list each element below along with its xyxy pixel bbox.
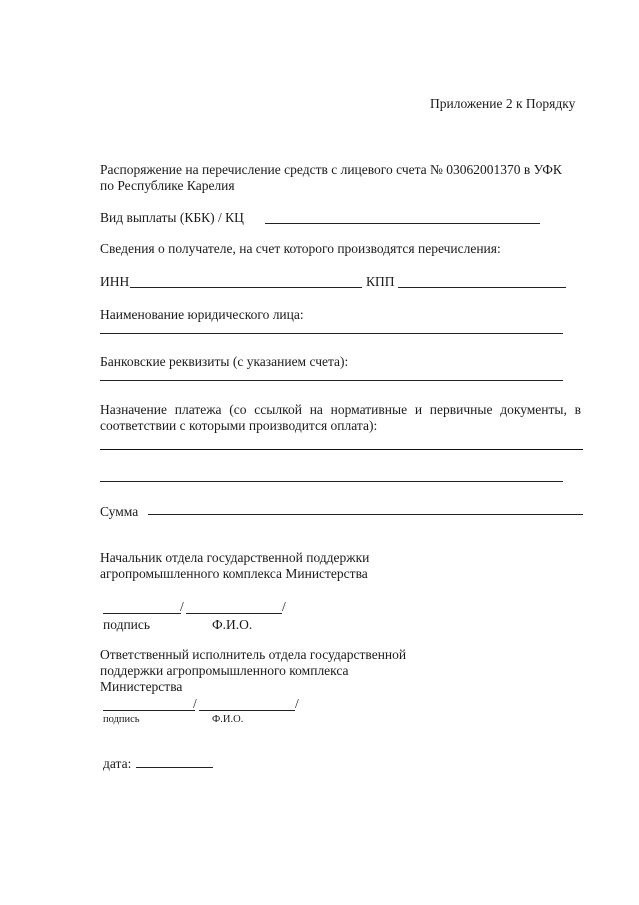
date-label: дата: — [103, 756, 132, 771]
date-line[interactable] — [136, 767, 213, 768]
kpp-line[interactable] — [398, 287, 566, 288]
purpose-label-line1: Назначение платежа (со ссылкой на нормативные и первичные документы, в — [100, 402, 581, 417]
inn-label: ИНН — [100, 274, 130, 289]
purpose-line-2[interactable] — [100, 481, 563, 482]
bank-details-line[interactable] — [100, 380, 563, 381]
signatory1-line1: Начальник отдела государственной поддержки — [100, 550, 370, 565]
inn-line[interactable] — [130, 287, 362, 288]
bank-details-label: Банковские реквизиты (с указанием счета): — [100, 354, 349, 369]
amount-line[interactable] — [148, 514, 583, 515]
order-title-line1: Распоряжение на перечисление средств с лицевого счета № 03062001370 в УФК — [100, 162, 562, 177]
signatory2-slash2: / — [295, 696, 299, 711]
recipient-info-label: Сведения о получателе, на счет которого производятся перечисления: — [100, 241, 501, 256]
signatory2-slash1: / — [193, 696, 197, 711]
payment-type-line[interactable] — [265, 223, 540, 224]
legal-entity-label: Наименование юридического лица: — [100, 307, 304, 322]
signatory1-name-label: Ф.И.О. — [212, 617, 253, 632]
amount-label: Сумма — [100, 504, 139, 519]
signatory1-line2: агропромышленного комплекса Министерства — [100, 566, 368, 581]
signatory2-line2: поддержки агропромышленного комплекса — [100, 663, 349, 678]
signatory1-slash1: / — [180, 599, 184, 614]
purpose-line-1[interactable] — [100, 449, 583, 450]
signatory2-name-label: Ф.И.О. — [212, 714, 244, 725]
signatory1-name-line[interactable] — [186, 613, 282, 614]
signatory1-sign-label: подпись — [103, 617, 151, 632]
purpose-label-line2: соответствии с которыми производится оплата): — [100, 418, 378, 433]
signatory2-line1: Ответственный исполнитель отдела государственной — [100, 647, 407, 662]
payment-type-label: Вид выплаты (КБК) / КЦ — [100, 210, 244, 225]
signatory2-sign-label: подпись — [103, 714, 140, 725]
signatory1-slash2: / — [282, 599, 286, 614]
signatory2-line3: Министерства — [100, 679, 183, 694]
order-title-line2: по Республике Карелия — [100, 178, 235, 193]
kpp-label: КПП — [366, 274, 395, 289]
signatory1-signature-line[interactable] — [103, 613, 181, 614]
appendix-header: Приложение 2 к Порядку — [430, 96, 576, 111]
legal-entity-line[interactable] — [100, 333, 563, 334]
